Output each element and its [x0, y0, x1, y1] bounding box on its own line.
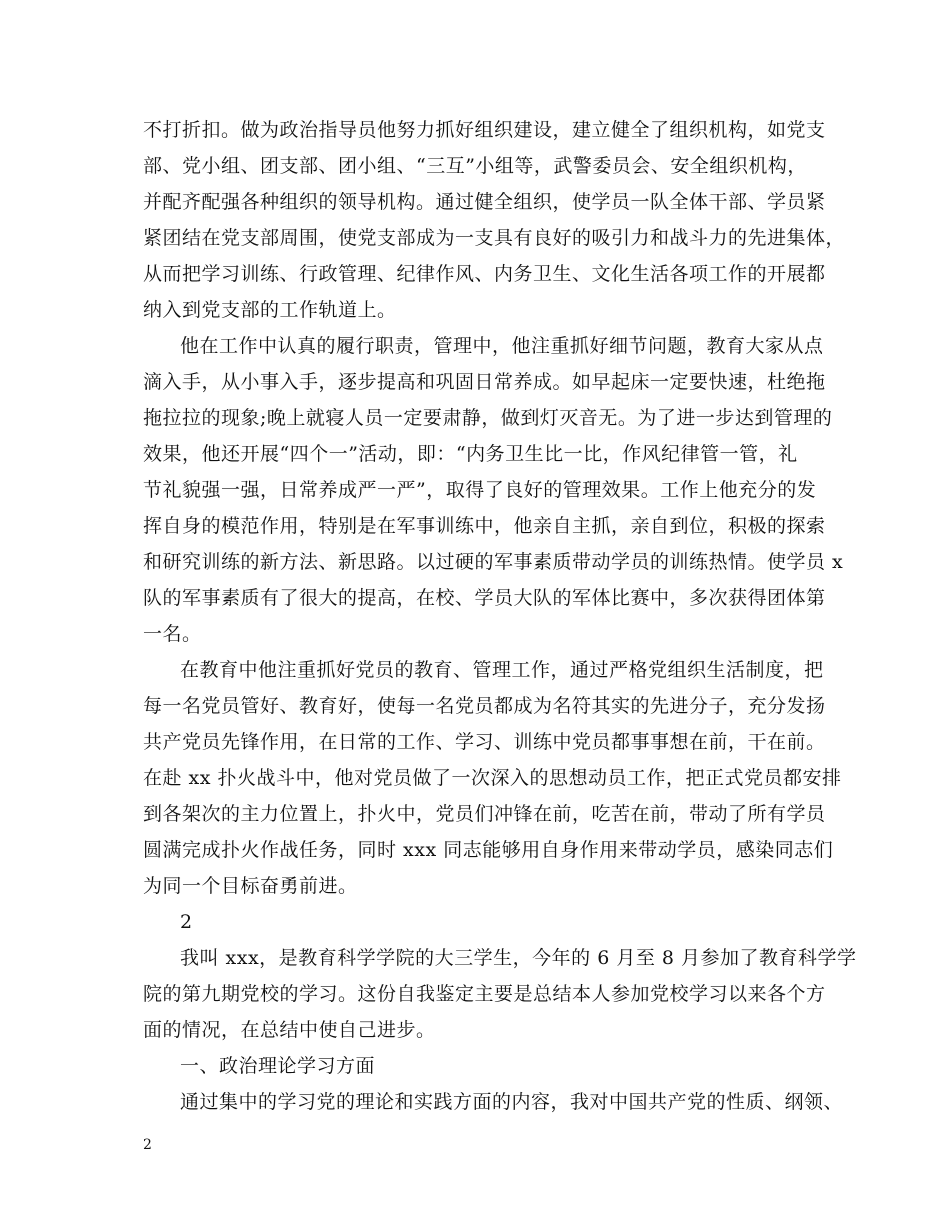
paragraph-start-line: 他在工作中认真的履行职责，管理中，他注重抓好细节问题，教育大家从点 [180, 335, 824, 357]
text-line: 共产党员先锋作用，在日常的工作、学习、训练中党员都事事想在前，干在前。 [143, 731, 826, 753]
text-line: 每一名党员管好、教育好，使每一名党员都成为名符其实的先进分子，充分发扬 [143, 695, 826, 717]
text-line: 节礼貌强一强，日常养成严一严”，取得了良好的管理效果。工作上他充分的发 [143, 479, 817, 501]
page-number: 2 [143, 1137, 152, 1153]
section-heading: 一、政治理论学习方面 [180, 1055, 376, 1077]
text-line: 不打折扣。做为政治指导员他努力抓好组织建设，建立健全了组织机构，如党支 [143, 119, 826, 141]
text-line: 从而把学习训练、行政管理、纪律作风、内务卫生、文化生活各项工作的开展都 [143, 263, 826, 285]
text-line: 一名。 [143, 623, 202, 645]
text-line: 部、党小组、团支部、团小组、“三互”小组等，武警委员会、安全组织机构， [143, 155, 807, 177]
text-line: 滴入手，从小事入手，逐步提高和巩固日常养成。如早起床一定要快速，杜绝拖 [143, 371, 826, 393]
text-line: 圆满完成扑火作战任务，同时 xxx 同志能够用自身作用来带动学员，感染同志们 [143, 839, 834, 861]
text-line: 拖拉拉的现象;晚上就寝人员一定要肃静，做到灯灭音无。为了进一步达到管理的 [143, 407, 833, 429]
section-number: 2 [180, 911, 193, 933]
text-line: 纳入到党支部的工作轨道上。 [143, 299, 397, 321]
text-line: 在赴 xx 扑火战斗中，他对党员做了一次深入的思想动员工作，把正式党员都安排 [143, 767, 842, 789]
text-line: 并配齐配强各种组织的领导机构。通过健全组织，使学员一队全体干部、学员紧 [143, 191, 826, 213]
paragraph-start-line: 在教育中他注重抓好党员的教育、管理工作，通过严格党组织生活制度，把 [180, 659, 824, 681]
text-line: 效果，他还开展“四个一”活动，即：“内务卫生比一比，作风纪律管一管，礼 [143, 443, 798, 465]
text-line: 和研究训练的新方法、新思路。以过硬的军事素质带动学员的训练热情。使学员 x [143, 551, 844, 573]
text-line: 面的情况，在总结中使自己进步。 [143, 1019, 436, 1041]
paragraph-start-line: 通过集中的学习党的理论和实践方面的内容，我对中国共产党的性质、纲领、 [180, 1091, 844, 1113]
paragraph-start-line: 我叫 xxx，是教育科学学院的大三学生，今年的 6 月至 8 月参加了教育科学学 [180, 947, 857, 969]
text-line: 挥自身的模范作用，特别是在军事训练中，他亲自主抓，亲自到位，积极的探索 [143, 515, 826, 537]
text-line: 院的第九期党校的学习。这份自我鉴定主要是总结本人参加党校学习以来各个方 [143, 983, 826, 1005]
text-line: 队的军事素质有了很大的提高，在校、学员大队的军体比赛中，多次获得团体第 [143, 587, 826, 609]
text-line: 为同一个目标奋勇前进。 [143, 875, 358, 897]
text-line: 紧团结在党支部周围，使党支部成为一支具有良好的吸引力和战斗力的先进集体， [143, 227, 846, 249]
text-line: 到各架次的主力位置上，扑火中，党员们冲锋在前，吃苦在前，带动了所有学员 [143, 803, 826, 825]
